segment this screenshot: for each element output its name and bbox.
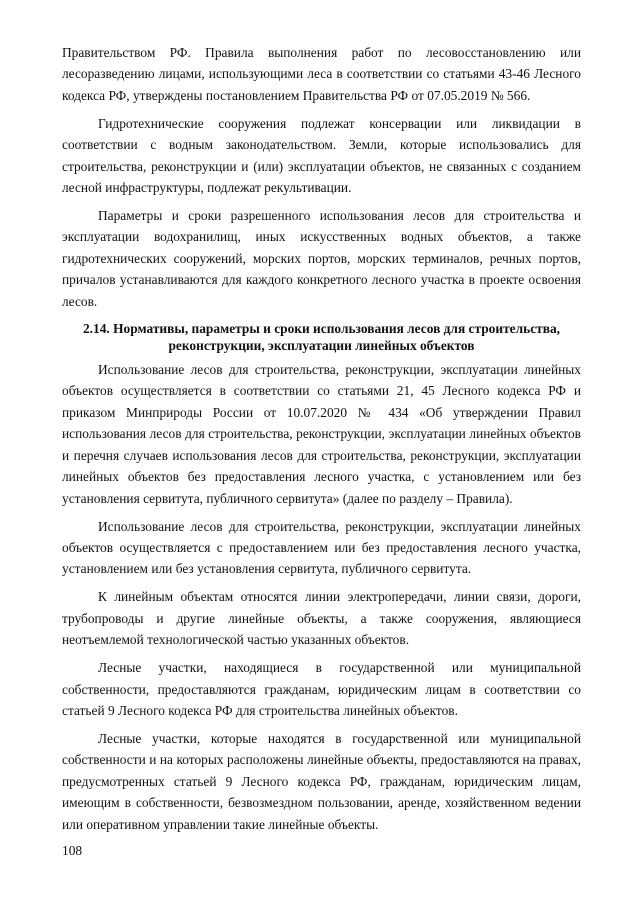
paragraph-hydrotechnical: Гидротехнические сооружения подлежат консервации или ликвидации в соответствии с водным законодательством. Земли, которые использовались для строительства, реконструкции и (или) эксплуатации объектов, не связанных с созданием лесной инфраструктуры, подлежат рекультивации. — [62, 115, 581, 196]
paragraph-land-plots-provision: Лесные участки, находящиеся в государственной или муниципальной собственности, предоставляются гражданам, юридическим лицам в соответствии со статьей 9 Лесного кодекса РФ для строительства линейных объектов. — [62, 660, 581, 718]
paragraph-reservoir-parameters: Параметры и сроки разрешенного использования лесов для строительства и эксплуатации водохранилищ, иных искусственных водных объектов, а также гидротехнических сооружений, морских портов, морских терминалов, речных портов, причалов устанавливаются для каждого конкретного лесного участка в проекте освоения лесов. — [62, 208, 581, 309]
page-number: 108 — [62, 843, 83, 858]
paragraph-land-plots-rights: Лесные участки, которые находятся в государственной или муниципальной собственности и на которых расположены линейные объекты, предоставляются на правах, предусмотренных статьей 9 Лесного кодекса РФ, гражданам, юридическим лицам, имеющим в собственности, безвозмездном пользовании, аренде, хозяйственном ведении или оперативном управлении такие линейные объекты. — [62, 730, 581, 832]
paragraph-linear-objects-servitude: Использование лесов для строительства, реконструкции, эксплуатации линейных объектов осуществляется с предоставлением или без предоставления лесного участка, установлением или без установления сервитута, публичного сервитута. — [62, 518, 581, 577]
section-heading-line-1: 2.14. Нормативы, параметры и сроки использования лесов для строительства, — [82, 321, 560, 337]
paragraph-linear-objects-basis: Использование лесов для строительства, реконструкции, эксплуатации линейных объектов осуществляется в соответствии со статьями 21, 45 Лесного кодекса РФ и приказом Минприроды России от 10.07.2020 № 434 «Об утверждении Правил использования лесов для строительства, реконструкции, эксплуатации линейных объектов и перечня случаев использования лесов для строительства, реконструкции, эксплуатации линейных объектов без предоставления лесного участка, с установлением или без установления сервитута, публичного сервитута» (далее по разделу – Правила). — [62, 362, 581, 506]
paragraph-continuation: Правительством РФ. Правила выполнения работ по лесовосстановлению или лесоразведению лицами, использующими леса в соответствии со статьями 43-46 Лесного кодекса РФ, утверждены постановлением Правительства РФ от 07.05.2019 № 566. — [62, 45, 581, 103]
section-heading-line-2: реконструкции, эксплуатации линейных объектов — [168, 338, 475, 354]
section-heading — [62, 320, 581, 354]
paragraph-linear-objects-definition: К линейным объектам относятся линии электропередачи, линии связи, дороги, трубопроводы и другие линейные объекты, а также сооружения, являющиеся неотъемлемой технологической частью указанных объектов. — [62, 589, 581, 648]
